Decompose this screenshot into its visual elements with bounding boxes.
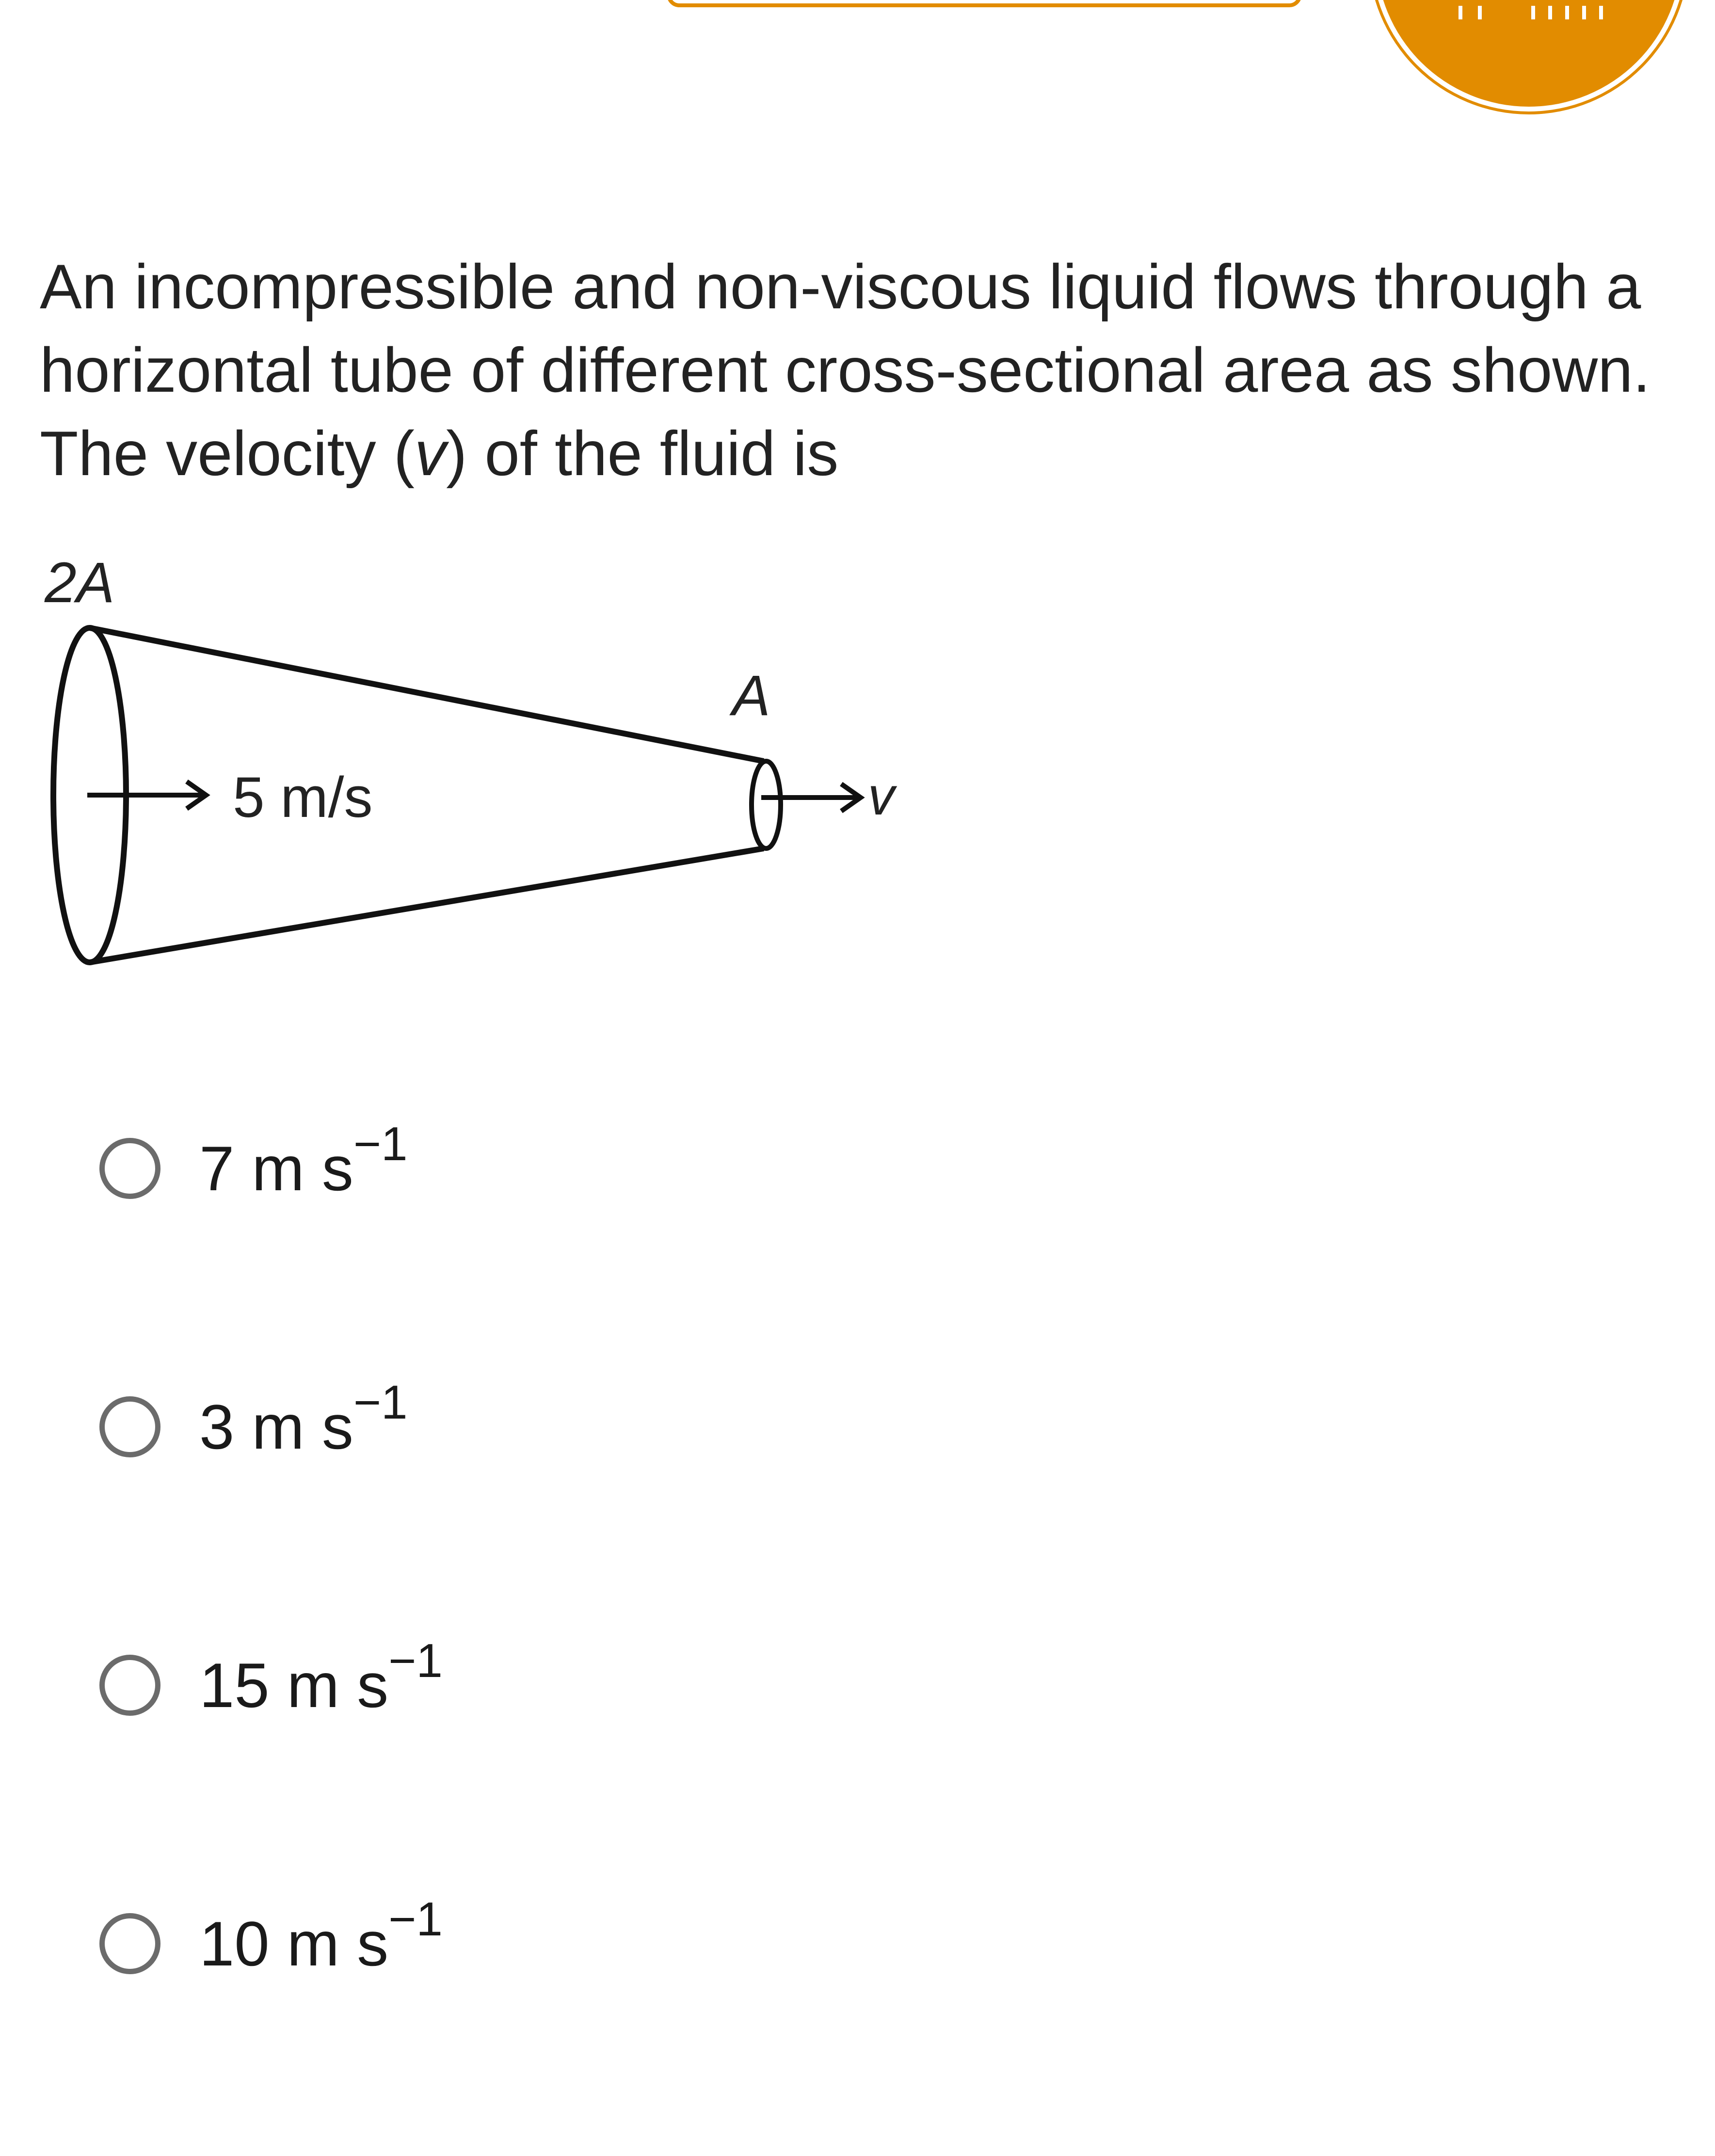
question-line-3-prefix: The velocity ( [40, 418, 415, 489]
option-4-radio[interactable] [99, 1913, 160, 1974]
option-1-label[interactable] [199, 1117, 408, 1207]
question-variable-v: v [415, 418, 447, 489]
option-3-label[interactable] [199, 1634, 443, 1724]
tube-diagram [34, 533, 955, 984]
tube-diagram-svg [34, 533, 955, 984]
tube-outlet-ellipse [752, 761, 781, 848]
option-1-value: 7 m s [199, 1133, 353, 1204]
option-3-exponent: −1 [388, 1634, 443, 1687]
tube-top-edge [90, 628, 764, 761]
outlet-velocity-label: v [868, 767, 895, 826]
timer-marks-icon [1449, 0, 1609, 19]
option-1[interactable] [99, 1117, 778, 1207]
question-text [40, 245, 1679, 495]
question-line-2: horizontal tube of different cross-sectional area as shown. [40, 335, 1651, 405]
tube-bottom-edge [90, 848, 764, 962]
option-2-value: 3 m s [199, 1391, 353, 1462]
option-4[interactable] [99, 1892, 778, 1982]
option-4-label[interactable] [199, 1892, 443, 1982]
answer-panel-pill[interactable] [667, 0, 1302, 7]
option-4-value: 10 m s [199, 1908, 389, 1979]
option-1-exponent: −1 [353, 1117, 408, 1170]
option-4-exponent: −1 [388, 1892, 443, 1946]
question-line-1: An incompressible and non-viscous liquid flows through a [40, 251, 1641, 322]
left-area-label: 2A [45, 551, 115, 615]
option-2-exponent: −1 [353, 1375, 408, 1429]
option-2[interactable] [99, 1375, 778, 1466]
option-1-radio[interactable] [99, 1138, 160, 1199]
option-3-radio[interactable] [99, 1655, 160, 1716]
question-line-3-suffix: ) of the fluid is [446, 418, 839, 489]
inlet-velocity-label: 5 m/s [233, 766, 373, 830]
option-2-radio[interactable] [99, 1396, 160, 1457]
right-area-label: A [732, 664, 770, 728]
option-3-value: 15 m s [199, 1650, 389, 1721]
option-3[interactable] [99, 1634, 778, 1724]
option-2-label[interactable] [199, 1375, 408, 1466]
timer-badge [1376, 0, 1682, 107]
